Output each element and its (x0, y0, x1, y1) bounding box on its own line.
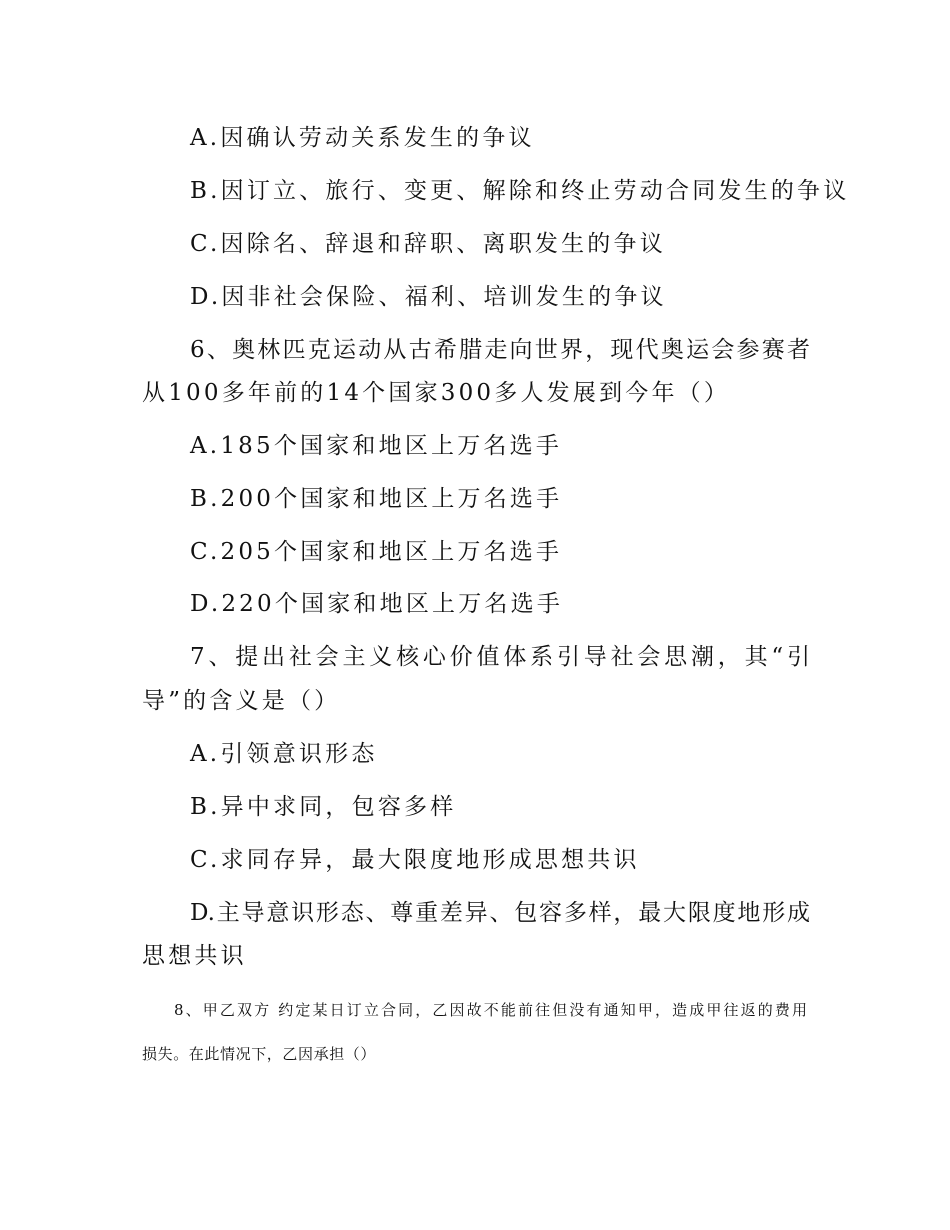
q6-stem-line2: 从100多年前的14个国家300多人发展到今年（） (142, 380, 731, 406)
q7-stem-line2: 导”的含义是（） (142, 688, 341, 714)
q7-option-b: B.异中求同，包容多样 (190, 794, 457, 820)
q6-option-b: B.200个国家和地区上万名选手 (190, 486, 563, 512)
q6-option-d: D.220个国家和地区上万名选手 (190, 591, 564, 617)
q7-stem-line1: 7、提出社会主义核心价值体系引导社会思潮，其“引 (190, 644, 810, 670)
q5-option-b: B.因订立、旅行、变更、解除和终止劳动合同发生的争议 (190, 178, 850, 204)
q7-option-d-line1: D.主导意识形态、尊重差异、包容多样，最大限度地形成 (190, 900, 810, 926)
q7-option-a: A.引领意识形态 (190, 741, 378, 767)
q8-stem-line2: 损失。在此情况下，乙因承担（） (142, 1045, 377, 1063)
q6-stem-line1: 6、奥林匹克运动从古希腊走向世界，现代奥运会参赛者 (190, 337, 810, 363)
q5-option-d: D.因非社会保险、福利、培训发生的争议 (190, 284, 667, 310)
q7-option-d-line2: 思想共识 (142, 943, 247, 969)
q5-option-c: C.因除名、辞退和辞职、离职发生的争议 (190, 231, 666, 257)
q6-option-a: A.185个国家和地区上万名选手 (190, 433, 563, 459)
q6-option-c: C.205个国家和地区上万名选手 (190, 539, 563, 565)
q7-option-c: C.求同存异，最大限度地形成思想共识 (190, 847, 640, 873)
q5-option-a: A.因确认劳动关系发生的争议 (190, 125, 535, 151)
q8-stem-line1: 8、甲乙双方 约定某日订立合同，乙因故不能前往但没有通知甲，造成甲往返的费用 (174, 1001, 807, 1019)
